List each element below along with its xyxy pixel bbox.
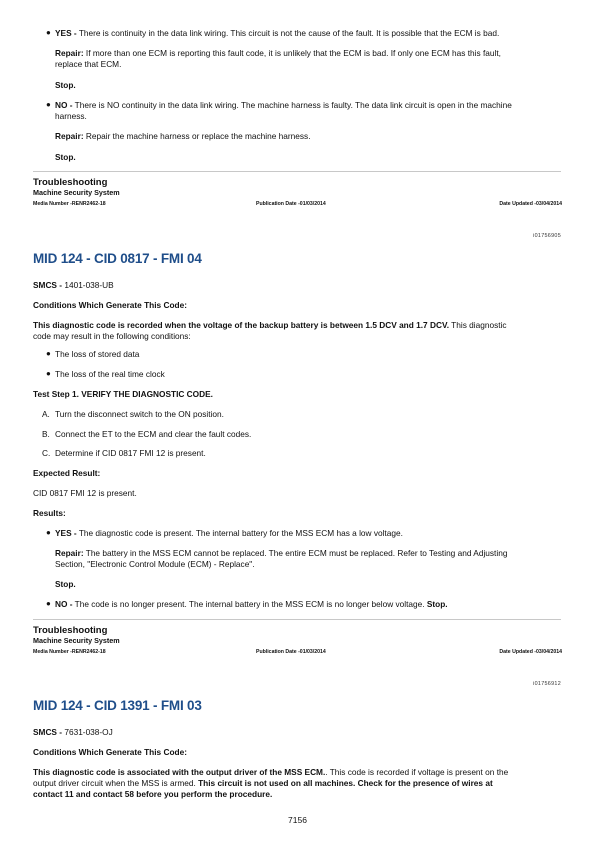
divider xyxy=(33,619,561,620)
document-id: i01756912 xyxy=(533,681,561,687)
stop-text: Stop. xyxy=(55,579,76,589)
smcs-value: 7631-038-OJ xyxy=(62,727,113,737)
stop-text: Stop. xyxy=(55,152,76,162)
no-label: NO - xyxy=(55,599,73,609)
repair-text: Repair the machine harness or replace the machine harness. xyxy=(83,131,311,141)
repair-text: The battery in the MSS ECM cannot be replaced. The entire ECM must be replaced. Refer to Testing and Adjusting xyxy=(83,548,508,558)
step-text: Determine if CID 0817 FMI 12 is present. xyxy=(55,448,206,458)
bullet-dot: ● xyxy=(46,100,51,109)
description xyxy=(33,320,507,331)
footer-subtitle: Machine Security System xyxy=(33,188,120,197)
no-label: NO - xyxy=(55,100,73,110)
bullet-dot: ● xyxy=(46,369,51,378)
page-number: 7156 xyxy=(288,815,307,825)
no-text: The code is no longer present. The internal battery in the MSS ECM is no longer below voltage. xyxy=(72,599,425,609)
step-letter: C. xyxy=(42,448,51,458)
description-text: output driver circuit when the MSS is armed. xyxy=(33,778,196,788)
description xyxy=(33,767,508,778)
section-heading: MID 124 - CID 0817 - FMI 04 xyxy=(33,251,202,266)
publication-date: Publication Date -01/03/2014 xyxy=(256,201,326,207)
section-heading: MID 124 - CID 1391 - FMI 03 xyxy=(33,698,202,713)
repair-label: Repair: xyxy=(55,548,84,558)
bullet-dot: ● xyxy=(46,28,51,37)
smcs-label: SMCS - xyxy=(33,280,63,290)
step-letter: A. xyxy=(42,409,50,419)
repair-paragraph xyxy=(55,131,311,142)
date-updated: Date Updated -03/04/2014 xyxy=(499,649,562,655)
repair-paragraph xyxy=(55,548,507,559)
list-item: The loss of the real time clock xyxy=(55,369,165,379)
repair-text: If more than one ECM is reporting this fault code, it is unlikely that the ECM is bad. If only one ECM has this fault, xyxy=(83,48,501,58)
repair-label: Repair: xyxy=(55,131,84,141)
yes-result xyxy=(55,28,499,39)
publication-date: Publication Date -01/03/2014 xyxy=(256,649,326,655)
bullet-dot: ● xyxy=(46,599,51,608)
smcs-label: SMCS - xyxy=(33,727,63,737)
list-item: The loss of stored data xyxy=(55,349,140,359)
media-number: Media Number -RENR2462-18 xyxy=(33,649,106,655)
description-cont: contact 11 and contact 58 before you perform the procedure. xyxy=(33,789,273,799)
yes-label: YES - xyxy=(55,528,77,538)
footer-subtitle: Machine Security System xyxy=(33,636,120,645)
description-text: This diagnostic xyxy=(449,320,507,330)
description-bold: This diagnostic code is recorded when the voltage of the backup battery is between 1.5 DCV and 1.7 DCV. xyxy=(33,320,450,330)
no-result xyxy=(55,599,448,610)
conditions-heading: Conditions Which Generate This Code: xyxy=(33,747,187,757)
media-number: Media Number -RENR2462-18 xyxy=(33,201,106,207)
document-id: i01756905 xyxy=(533,233,561,239)
yes-label: YES - xyxy=(55,28,77,38)
results-heading: Results: xyxy=(33,508,66,518)
repair-label: Repair: xyxy=(55,48,84,58)
description-bold: This diagnostic code is associated with the output driver of the MSS ECM. xyxy=(33,767,326,777)
footer-title: Troubleshooting xyxy=(33,625,108,636)
description-bold: This circuit is not used on all machines. Check for the presence of wires at xyxy=(195,778,493,788)
yes-result xyxy=(55,528,403,539)
footer-title: Troubleshooting xyxy=(33,177,108,188)
step-text: Connect the ET to the ECM and clear the fault codes. xyxy=(55,429,252,439)
no-text: There is NO continuity in the data link wiring. The machine harness is faulty. The data link circuit is open in the machine xyxy=(72,100,512,110)
no-result xyxy=(55,100,512,111)
date-updated: Date Updated -03/04/2014 xyxy=(499,201,562,207)
conditions-heading: Conditions Which Generate This Code: xyxy=(33,300,187,310)
expected-text: CID 0817 FMI 12 is present. xyxy=(33,488,137,498)
stop-text: Stop. xyxy=(55,80,76,90)
description-text: . This code is recorded if voltage is present on the xyxy=(325,767,509,777)
expected-heading: Expected Result: xyxy=(33,468,101,478)
test-step-heading: Test Step 1. VERIFY THE DIAGNOSTIC CODE. xyxy=(33,389,213,399)
stop-text: Stop. xyxy=(426,599,448,609)
step-text: Turn the disconnect switch to the ON position. xyxy=(55,409,224,419)
yes-text: There is continuity in the data link wiring. This circuit is not the cause of the fault. It is possible that the ECM is bad. xyxy=(76,28,500,38)
divider xyxy=(33,171,561,172)
step-letter: B. xyxy=(42,429,50,439)
repair-paragraph-cont: replace that ECM. xyxy=(55,59,122,69)
description-cont xyxy=(33,778,493,789)
description-cont: code may result in the following conditions: xyxy=(33,331,191,341)
repair-paragraph xyxy=(55,48,501,59)
yes-text: The diagnostic code is present. The internal battery for the MSS ECM has a low voltage. xyxy=(76,528,403,538)
smcs-code xyxy=(33,727,113,738)
smcs-code xyxy=(33,280,114,291)
bullet-dot: ● xyxy=(46,349,51,358)
no-result-cont: harness. xyxy=(55,111,87,121)
smcs-value: 1401-038-UB xyxy=(62,280,114,290)
repair-paragraph-cont: Section, "Electronic Control Module (ECM) - Replace". xyxy=(55,559,255,569)
bullet-dot: ● xyxy=(46,528,51,537)
